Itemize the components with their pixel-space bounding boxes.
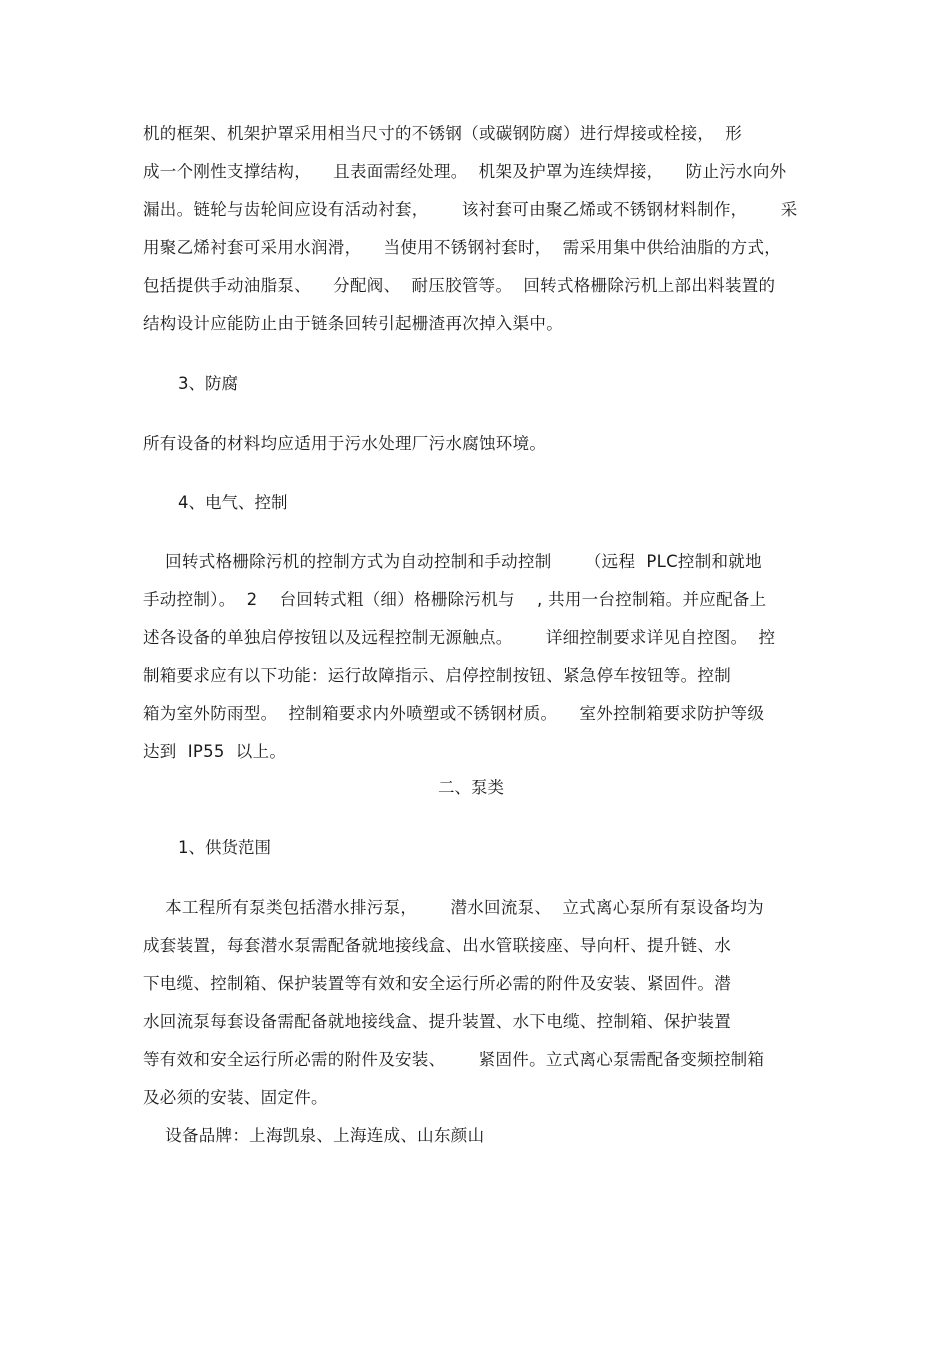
paragraph-line: 下电缆、控制箱、保护装置等有效和安全运行所必需的附件及安装、紧固件。潜 [143, 974, 731, 993]
paragraph-line: 成一个刚性支撑结构， 且表面需经处理。 机架及护罩为连续焊接， 防止污水向外 [143, 162, 787, 181]
paragraph-line: 述各设备的单独启停按钮以及远程控制无源触点。 详细控制要求详见自控图。 控 [143, 628, 776, 647]
paragraph-line: 箱为室外防雨型。 控制箱要求内外喷塑或不锈钢材质。 室外控制箱要求防护等级 [143, 704, 765, 723]
paragraph-line: 所有设备的材料均应适用于污水处理厂污水腐蚀环境。 [143, 434, 547, 453]
paragraph-line: 漏出。链轮与齿轮间应设有活动衬套， 该衬套可由聚乙烯或不锈钢材料制作， 采 [143, 200, 798, 219]
section-heading-supply: 1、供货范围 [178, 838, 271, 857]
section-heading-corrosion: 3、防腐 [178, 374, 238, 393]
paragraph-line: 手动控制）。 2 台回转式粗（细）格栅除污机与 , 共用一台控制箱。并应配备上 [143, 590, 767, 609]
paragraph-line: 本工程所有泵类包括潜水排污泵， 潜水回流泵、 立式离心泵所有泵设备均为 [143, 898, 764, 917]
paragraph-line: 机的框架、机架护罩采用相当尺寸的不锈钢（或碳钢防腐）进行焊接或栓接， 形 [143, 124, 743, 143]
paragraph-line: 回转式格栅除污机的控制方式为自动控制和手动控制 （远程 PLC控制和就地 [143, 552, 762, 571]
paragraph-line: 水回流泵每套设备需配备就地接线盒、提升装置、水下电缆、控制箱、保护装置 [143, 1012, 731, 1031]
paragraph-line: 结构设计应能防止由于链条回转引起栅渣再次掉入渠中。 [143, 314, 563, 333]
paragraph-line: 用聚乙烯衬套可采用水润滑， 当使用不锈钢衬套时， 需采用集中供给油脂的方式， [143, 238, 782, 257]
paragraph-line: 包括提供手动油脂泵、 分配阀、 耐压胶管等。 回转式格栅除污机上部出料装置的 [143, 276, 776, 295]
paragraph-line: 及必须的安装、固定件。 [143, 1088, 328, 1107]
paragraph-line: 设备品牌：上海凯泉、上海连成、山东颜山 [143, 1126, 485, 1145]
paragraph-line: 成套装置，每套潜水泵需配备就地接线盒、出水管联接座、导向杆、提升链、水 [143, 936, 731, 955]
paragraph-line: 等有效和安全运行所必需的附件及安装、 紧固件。立式离心泵需配备变频控制箱 [143, 1050, 765, 1069]
section-heading-electrical: 4、电气、控制 [178, 493, 288, 512]
paragraph-line: 达到 IP55 以上。 [143, 742, 287, 761]
chapter-title-pumps: 二、泵类 [438, 778, 504, 797]
paragraph-line: 制箱要求应有以下功能：运行故障指示、启停控制按钮、紧急停车按钮等。控制 [143, 666, 731, 685]
